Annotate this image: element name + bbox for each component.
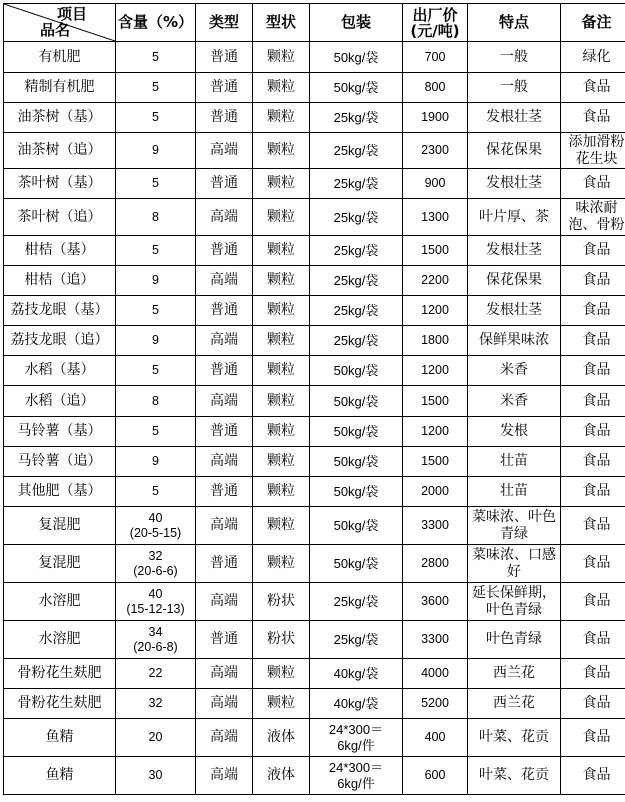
cell-form: 颗粒 <box>253 417 310 447</box>
cell-price: 2000 <box>403 477 468 507</box>
cell-price: 2200 <box>403 266 468 296</box>
cell-form: 液体 <box>253 719 310 757</box>
cell-content-value: 40 <box>148 586 163 601</box>
cell-form: 颗粒 <box>253 296 310 326</box>
cell-type: 高端 <box>196 326 253 356</box>
cell-content: 9 <box>116 447 196 477</box>
cell-name: 油茶树（基） <box>4 103 116 133</box>
cell-feature: 一般 <box>468 42 561 73</box>
cell-feature: 一般 <box>468 73 561 103</box>
cell-form: 颗粒 <box>253 133 310 169</box>
cell-feature: 发根壮茎 <box>468 103 561 133</box>
cell-form: 颗粒 <box>253 447 310 477</box>
header-feature: 特点 <box>468 4 561 42</box>
cell-content-ratio: (20-6-6) <box>133 563 178 578</box>
table-row <box>4 133 625 169</box>
cell-content <box>116 545 196 583</box>
table-row <box>4 719 625 757</box>
fertilizer-price-table <box>3 3 625 795</box>
header-price <box>403 4 468 42</box>
table-row <box>4 545 625 583</box>
cell-price: 2800 <box>403 545 468 583</box>
header-content: 含量（%） <box>116 4 196 42</box>
cell-type: 普通 <box>196 169 253 199</box>
table-row <box>4 73 625 103</box>
cell-content: 5 <box>116 73 196 103</box>
cell-package: 50kg/袋 <box>310 477 403 507</box>
cell-name: 鱼精 <box>4 719 116 757</box>
cell-feature: 发根壮茎 <box>468 236 561 266</box>
cell-package: 50kg/袋 <box>310 507 403 545</box>
cell-form: 颗粒 <box>253 199 310 236</box>
cell-feature: 发根壮茎 <box>468 169 561 199</box>
cell-package: 25kg/袋 <box>310 326 403 356</box>
cell-content: 5 <box>116 169 196 199</box>
cell-feature: 叶片厚、茶 <box>468 199 561 236</box>
cell-note: 食品 <box>561 477 625 507</box>
table-body <box>4 42 625 795</box>
cell-type: 高端 <box>196 719 253 757</box>
cell-feature: 壮苗 <box>468 447 561 477</box>
cell-form: 颗粒 <box>253 103 310 133</box>
cell-type: 普通 <box>196 103 253 133</box>
cell-feature: 西兰花 <box>468 689 561 719</box>
cell-content-ratio: (15-12-13) <box>126 601 185 616</box>
cell-note: 添加滑粉花生块 <box>561 133 625 169</box>
cell-name: 复混肥 <box>4 545 116 583</box>
cell-note: 食品 <box>561 447 625 477</box>
cell-price: 1500 <box>403 236 468 266</box>
cell-name: 水稻（追） <box>4 386 116 417</box>
cell-content: 5 <box>116 236 196 266</box>
cell-package: 40kg/袋 <box>310 689 403 719</box>
cell-form: 颗粒 <box>253 326 310 356</box>
cell-content: 9 <box>116 133 196 169</box>
cell-name: 柑桔（追） <box>4 266 116 296</box>
cell-name: 茶叶树（追） <box>4 199 116 236</box>
cell-form: 颗粒 <box>253 386 310 417</box>
cell-name: 水溶肥 <box>4 583 116 621</box>
cell-note: 食品 <box>561 689 625 719</box>
cell-type: 高端 <box>196 583 253 621</box>
cell-name: 有机肥 <box>4 42 116 73</box>
cell-form: 颗粒 <box>253 266 310 296</box>
cell-feature: 保花保果 <box>468 266 561 296</box>
cell-name: 水溶肥 <box>4 621 116 659</box>
cell-content: 5 <box>116 477 196 507</box>
table-row <box>4 199 625 236</box>
cell-form: 颗粒 <box>253 236 310 266</box>
cell-price: 1500 <box>403 447 468 477</box>
cell-package: 50kg/袋 <box>310 73 403 103</box>
cell-package: 25kg/袋 <box>310 296 403 326</box>
cell-feature: 米香 <box>468 356 561 386</box>
header-form: 型状 <box>253 4 310 42</box>
cell-type: 普通 <box>196 356 253 386</box>
cell-note: 食品 <box>561 296 625 326</box>
cell-package: 25kg/袋 <box>310 169 403 199</box>
cell-name: 油茶树（追） <box>4 133 116 169</box>
header-price-line2: (元/吨) <box>410 21 460 40</box>
cell-package-line2: 6kg/件 <box>337 775 375 791</box>
cell-package: 50kg/袋 <box>310 386 403 417</box>
table-row <box>4 659 625 689</box>
cell-package: 50kg/袋 <box>310 545 403 583</box>
cell-note: 食品 <box>561 236 625 266</box>
header-item-label: 项目 <box>56 5 87 23</box>
cell-package: 25kg/袋 <box>310 103 403 133</box>
cell-type: 普通 <box>196 236 253 266</box>
table-row <box>4 757 625 795</box>
cell-feature: 叶菜、花贡 <box>468 719 561 757</box>
cell-form: 颗粒 <box>253 42 310 73</box>
cell-feature: 菜味浓、叶色青绿 <box>468 507 561 545</box>
cell-price: 400 <box>403 719 468 757</box>
cell-name: 荔技龙眼（基） <box>4 296 116 326</box>
table-row <box>4 507 625 545</box>
cell-feature: 米香 <box>468 386 561 417</box>
cell-feature: 发根壮茎 <box>468 296 561 326</box>
cell-form: 颗粒 <box>253 356 310 386</box>
table-row <box>4 356 625 386</box>
cell-type: 普通 <box>196 417 253 447</box>
cell-content: 20 <box>116 719 196 757</box>
header-type: 类型 <box>196 4 253 42</box>
header-note: 备注 <box>561 4 625 42</box>
cell-package-line1: 24*300＝ <box>328 721 384 737</box>
cell-form: 颗粒 <box>253 169 310 199</box>
cell-name: 其他肥（基） <box>4 477 116 507</box>
cell-name: 骨粉花生麸肥 <box>4 659 116 689</box>
cell-package: 25kg/袋 <box>310 266 403 296</box>
table-row <box>4 447 625 477</box>
cell-content <box>116 621 196 659</box>
cell-form: 粉状 <box>253 621 310 659</box>
table-row <box>4 417 625 447</box>
cell-form: 颗粒 <box>253 477 310 507</box>
cell-package: 25kg/袋 <box>310 199 403 236</box>
cell-type: 普通 <box>196 73 253 103</box>
cell-note: 食品 <box>561 73 625 103</box>
cell-type: 普通 <box>196 477 253 507</box>
cell-price: 1200 <box>403 417 468 447</box>
cell-content: 30 <box>116 757 196 795</box>
table-row <box>4 169 625 199</box>
cell-price: 5200 <box>403 689 468 719</box>
cell-package: 25kg/袋 <box>310 133 403 169</box>
cell-price: 4000 <box>403 659 468 689</box>
cell-package: 50kg/袋 <box>310 356 403 386</box>
table-row <box>4 583 625 621</box>
header-diagonal-cell <box>4 4 116 42</box>
table-row <box>4 477 625 507</box>
cell-price: 1200 <box>403 296 468 326</box>
cell-package: 40kg/袋 <box>310 659 403 689</box>
cell-note: 绿化 <box>561 42 625 73</box>
cell-content: 22 <box>116 659 196 689</box>
header-price-line1: 出厂价 <box>412 5 458 24</box>
cell-feature: 延长保鲜期，叶色青绿 <box>468 583 561 621</box>
cell-price: 1800 <box>403 326 468 356</box>
cell-content: 8 <box>116 386 196 417</box>
cell-type: 高端 <box>196 659 253 689</box>
cell-name: 水稻（基） <box>4 356 116 386</box>
cell-price: 1500 <box>403 386 468 417</box>
cell-name: 精制有机肥 <box>4 73 116 103</box>
table-row <box>4 296 625 326</box>
cell-content-ratio: (20-6-8) <box>133 639 178 654</box>
cell-package: 50kg/袋 <box>310 42 403 73</box>
cell-type: 高端 <box>196 447 253 477</box>
cell-price: 3600 <box>403 583 468 621</box>
header-package: 包装 <box>310 4 403 42</box>
cell-content: 9 <box>116 266 196 296</box>
cell-name: 马铃薯（追） <box>4 447 116 477</box>
cell-price: 700 <box>403 42 468 73</box>
cell-price: 600 <box>403 757 468 795</box>
cell-feature: 菜味浓、口感好 <box>468 545 561 583</box>
cell-price: 1300 <box>403 199 468 236</box>
cell-note: 食品 <box>561 621 625 659</box>
cell-feature: 西兰花 <box>468 659 561 689</box>
table-row <box>4 621 625 659</box>
cell-type: 高端 <box>196 199 253 236</box>
cell-feature: 保花保果 <box>468 133 561 169</box>
cell-note: 食品 <box>561 386 625 417</box>
cell-price: 3300 <box>403 621 468 659</box>
cell-content: 8 <box>116 199 196 236</box>
cell-content: 5 <box>116 42 196 73</box>
table-row <box>4 42 625 73</box>
cell-package: 25kg/袋 <box>310 621 403 659</box>
cell-form: 粉状 <box>253 583 310 621</box>
table-row <box>4 326 625 356</box>
cell-type: 高端 <box>196 507 253 545</box>
cell-name: 骨粉花生麸肥 <box>4 689 116 719</box>
cell-note: 食品 <box>561 583 625 621</box>
cell-package-line2: 6kg/件 <box>337 737 375 753</box>
cell-content: 9 <box>116 326 196 356</box>
cell-content: 5 <box>116 103 196 133</box>
cell-feature: 叶色青绿 <box>468 621 561 659</box>
header-name-label: 品名 <box>40 21 71 39</box>
cell-type: 普通 <box>196 621 253 659</box>
cell-note: 食品 <box>561 507 625 545</box>
cell-form: 颗粒 <box>253 545 310 583</box>
cell-content: 5 <box>116 296 196 326</box>
cell-type: 普通 <box>196 545 253 583</box>
cell-feature: 发根 <box>468 417 561 447</box>
cell-feature: 保鲜果味浓 <box>468 326 561 356</box>
table-row <box>4 689 625 719</box>
cell-content-value: 34 <box>148 624 163 639</box>
cell-package <box>310 719 403 757</box>
cell-feature: 壮苗 <box>468 477 561 507</box>
cell-name: 柑桔（基） <box>4 236 116 266</box>
cell-note: 食品 <box>561 757 625 795</box>
cell-price: 2300 <box>403 133 468 169</box>
cell-note: 味浓耐泡、骨粉 <box>561 199 625 236</box>
cell-package: 25kg/袋 <box>310 236 403 266</box>
cell-name: 复混肥 <box>4 507 116 545</box>
cell-content-ratio: (20-5-15) <box>129 525 182 540</box>
cell-form: 颗粒 <box>253 689 310 719</box>
cell-form: 颗粒 <box>253 73 310 103</box>
cell-package <box>310 757 403 795</box>
cell-package: 50kg/袋 <box>310 447 403 477</box>
cell-note: 食品 <box>561 326 625 356</box>
cell-package: 25kg/袋 <box>310 583 403 621</box>
cell-content-value: 40 <box>148 510 163 525</box>
cell-content-value: 32 <box>148 548 163 563</box>
table-row <box>4 266 625 296</box>
cell-price: 1200 <box>403 356 468 386</box>
cell-content: 5 <box>116 356 196 386</box>
cell-form: 颗粒 <box>253 507 310 545</box>
cell-note: 食品 <box>561 266 625 296</box>
cell-type: 高端 <box>196 386 253 417</box>
cell-type: 高端 <box>196 757 253 795</box>
cell-type: 普通 <box>196 42 253 73</box>
cell-type: 普通 <box>196 296 253 326</box>
cell-content <box>116 583 196 621</box>
cell-feature: 叶菜、花贡 <box>468 757 561 795</box>
cell-content <box>116 507 196 545</box>
cell-name: 鱼精 <box>4 757 116 795</box>
cell-price: 1900 <box>403 103 468 133</box>
cell-name: 马铃薯（基） <box>4 417 116 447</box>
cell-package-line1: 24*300＝ <box>328 759 384 775</box>
cell-price: 800 <box>403 73 468 103</box>
cell-type: 高端 <box>196 133 253 169</box>
cell-type: 高端 <box>196 689 253 719</box>
table-row <box>4 236 625 266</box>
cell-content: 32 <box>116 689 196 719</box>
table-row <box>4 103 625 133</box>
cell-note: 食品 <box>561 545 625 583</box>
cell-price: 3300 <box>403 507 468 545</box>
cell-package: 50kg/袋 <box>310 417 403 447</box>
cell-name: 茶叶树（基） <box>4 169 116 199</box>
cell-name: 荔技龙眼（追） <box>4 326 116 356</box>
cell-content: 5 <box>116 417 196 447</box>
cell-form: 颗粒 <box>253 659 310 689</box>
cell-note: 食品 <box>561 719 625 757</box>
cell-note: 食品 <box>561 659 625 689</box>
cell-note: 食品 <box>561 169 625 199</box>
cell-note: 食品 <box>561 356 625 386</box>
cell-note: 食品 <box>561 417 625 447</box>
cell-type: 高端 <box>196 266 253 296</box>
table-row <box>4 386 625 417</box>
cell-form: 液体 <box>253 757 310 795</box>
cell-price: 900 <box>403 169 468 199</box>
header-row <box>4 4 625 42</box>
cell-note: 食品 <box>561 103 625 133</box>
